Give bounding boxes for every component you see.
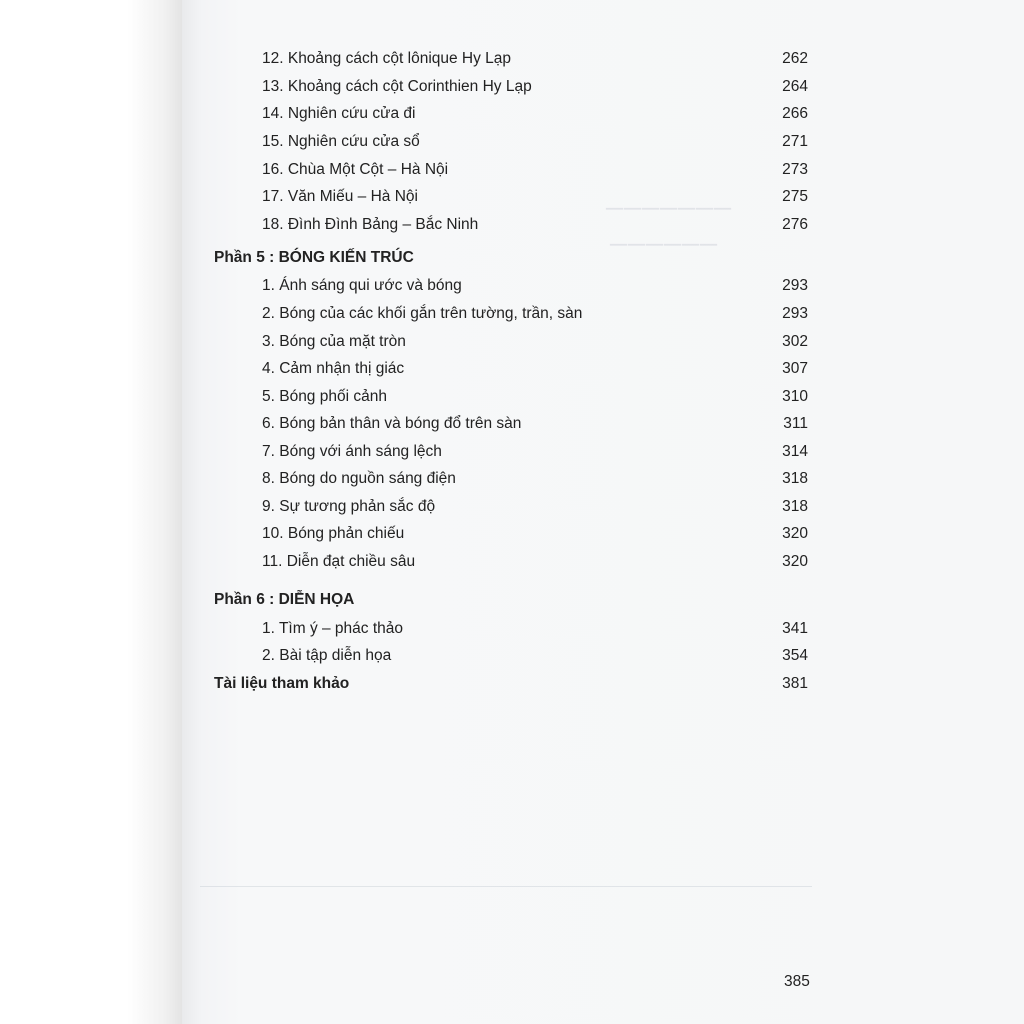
toc-entry-title: 6. Bóng bản thân và bóng đổ trên sàn — [262, 415, 522, 432]
toc-entry[interactable] — [262, 356, 808, 382]
toc-entry[interactable] — [262, 101, 808, 127]
toc-entry-page: 275 — [782, 188, 808, 205]
toc-entry-page: 293 — [782, 277, 808, 294]
show-through-text: ─────── — [606, 196, 733, 222]
toc-entry[interactable] — [262, 74, 808, 100]
toc-entry-title: 1. Tìm ý – phác thảo — [262, 620, 404, 637]
toc-entry-title: 8. Bóng do nguồn sáng điện — [262, 470, 456, 487]
toc-entry-page: 266 — [782, 105, 808, 122]
toc-entry[interactable] — [262, 329, 808, 355]
toc-entry-title: 11. Diễn đạt chiều sâu — [262, 553, 416, 570]
toc-entry-page: 302 — [782, 333, 808, 350]
references-page: 381 — [782, 675, 808, 692]
toc-entry-page: 271 — [782, 133, 808, 150]
references-title: Tài liệu tham khảo — [214, 675, 350, 692]
toc-entry-title: 13. Khoảng cách cột Corinthien Hy Lạp — [262, 78, 532, 95]
toc-entry-page: 293 — [782, 305, 808, 322]
toc-entry-title: 9. Sự tương phản sắc độ — [262, 498, 436, 515]
toc-entry-title: 1. Ánh sáng qui ước và bóng — [262, 277, 462, 294]
toc-entry-page: 318 — [782, 498, 808, 515]
toc-entry-page: 273 — [782, 161, 808, 178]
toc-entry-page: 310 — [782, 388, 808, 405]
toc-entry-title: 18. Đình Đình Bảng – Bắc Ninh — [262, 216, 479, 233]
toc-entry-page: 314 — [782, 443, 808, 460]
toc-entry[interactable] — [262, 549, 808, 575]
toc-entry-title: 14. Nghiên cứu cửa đi — [262, 105, 416, 122]
toc-entry[interactable] — [262, 439, 808, 465]
toc-entry-title: 17. Văn Miếu – Hà Nội — [262, 188, 418, 205]
toc-entry[interactable] — [262, 616, 808, 642]
toc-entry[interactable] — [262, 466, 808, 492]
toc-entry-page: 354 — [782, 647, 808, 664]
toc-entry-page: 311 — [783, 415, 808, 432]
toc-section-heading[interactable] — [214, 245, 808, 271]
page-number: 385 — [784, 973, 810, 990]
section-title: Phần 5 : BÓNG KIẾN TRÚC — [214, 249, 414, 266]
toc-entry[interactable] — [262, 384, 808, 410]
toc-entry-title: 7. Bóng với ánh sáng lệch — [262, 443, 442, 460]
toc-entry-title: 4. Cảm nhận thị giác — [262, 360, 405, 377]
toc-entry[interactable] — [262, 643, 808, 669]
toc-references[interactable] — [214, 671, 808, 697]
toc-entry-page: 264 — [782, 78, 808, 95]
toc-entry[interactable] — [262, 301, 808, 327]
toc-entry-title: 2. Bài tập diễn họa — [262, 647, 392, 664]
toc-entry-page: 262 — [782, 50, 808, 67]
toc-entry[interactable] — [262, 212, 808, 238]
footer-divider — [200, 886, 812, 887]
section-title: Phần 6 : DIỄN HỌA — [214, 591, 355, 608]
toc-entry-page: 276 — [782, 216, 808, 233]
toc-entry-page: 307 — [782, 360, 808, 377]
toc-entry[interactable] — [262, 184, 808, 210]
toc-entry[interactable] — [262, 521, 808, 547]
toc-entry[interactable] — [262, 129, 808, 155]
toc-entry[interactable] — [262, 157, 808, 183]
toc-entry-title: 15. Nghiên cứu cửa sổ — [262, 133, 420, 150]
toc-section-heading[interactable] — [214, 587, 808, 613]
toc-entry-page: 320 — [782, 525, 808, 542]
toc-entry-page: 341 — [782, 620, 808, 637]
toc-entry-title: 3. Bóng của mặt tròn — [262, 333, 406, 350]
toc-entry-title: 2. Bóng của các khối gắn trên tường, trần, sàn — [262, 305, 583, 322]
toc-entry[interactable] — [262, 494, 808, 520]
toc-entry-title: 5. Bóng phối cảnh — [262, 388, 387, 405]
toc-entry-page: 320 — [782, 553, 808, 570]
toc-entry-title: 12. Khoảng cách cột lônique Hy Lạp — [262, 50, 512, 67]
toc-entry[interactable] — [262, 411, 808, 437]
toc-entry[interactable] — [262, 46, 808, 72]
toc-entry[interactable] — [262, 273, 808, 299]
show-through-text: ────── — [610, 232, 719, 258]
toc-entry-page: 318 — [782, 470, 808, 487]
toc-entry-title: 16. Chùa Một Cột – Hà Nội — [262, 161, 449, 178]
toc-entry-title: 10. Bóng phản chiếu — [262, 525, 405, 542]
page-gutter — [0, 0, 182, 1024]
